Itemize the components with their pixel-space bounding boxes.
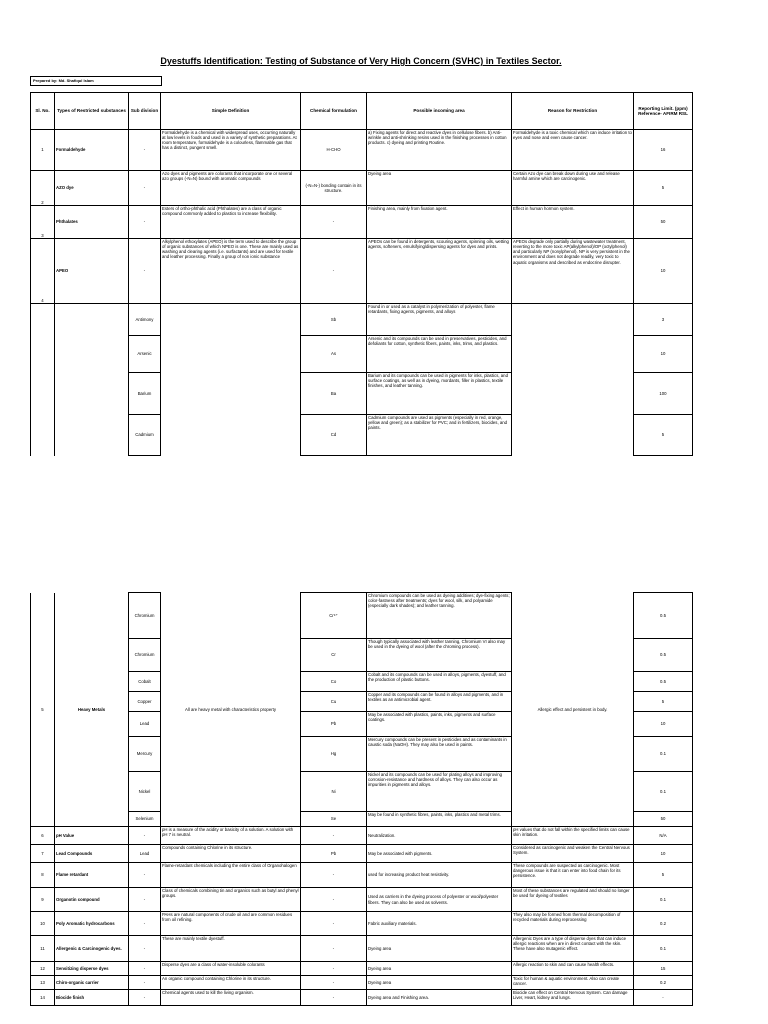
chemical-formulation: Cu: [301, 692, 367, 712]
header-types: Types of Restricted substances: [55, 93, 129, 130]
chemical-formulation: Sb: [301, 304, 367, 336]
reporting-limit: 10: [634, 845, 693, 863]
sl-number: 9: [31, 888, 55, 912]
incoming-area: Fabric auxiliary materials.: [367, 912, 512, 936]
rsl-table-page2: [30, 592, 693, 1006]
reporting-limit: 100: [634, 373, 693, 415]
header-definition: Simple Definition: [161, 93, 301, 130]
chemical-formulation: Ni: [301, 772, 367, 812]
subdivision: -: [129, 936, 161, 962]
substance-name: Phthalates: [55, 206, 129, 239]
subdivision: -: [129, 239, 161, 304]
definition: Formaldehyde is a chemical with widespread uses, occurring naturally at low levels in foods and used in a variety of synthetic preparations. At room temperature, formaldehyde is a colourless, flammable gas that has a distinct, pungent smell.: [161, 130, 301, 171]
substance-row: [31, 962, 693, 976]
definition: pH is a measure of the acidity or basicity of a solution. A solution with pH 7 is neutral.: [161, 827, 301, 845]
restriction-reason: These compounds are suspected as carcinogenic. Most dangerous issue is that it can enter into food chain for its persistence.: [512, 863, 634, 888]
chemical-formulation: Hg: [301, 737, 367, 772]
incoming-area: APEOs can be found in detergents, scouring agents, spinning oils, wetting agents, softeners, emulsifying/dispersing agents for dyes and prints.: [367, 239, 512, 304]
restriction-reason: Considered as carcinogenic and weaken the Central Nervous System.: [512, 845, 634, 863]
incoming-area: Dyeing area: [367, 962, 512, 976]
chemical-formulation: -: [301, 990, 367, 1006]
chemical-formulation: Se: [301, 812, 367, 827]
substance-row: [31, 827, 693, 845]
substance-row: [31, 239, 693, 304]
incoming-area: Though typically associated with leather tanning, Chromium VI also may be used in the dyeing of wool (after the chroming process).: [367, 639, 512, 672]
reporting-limit: 0.1: [634, 888, 693, 912]
restriction-reason: They also may be formed from thermal decomposition of recycled materials during reprocessing: [512, 912, 634, 936]
chemical-formulation: As: [301, 336, 367, 373]
definition: PAHs are natural components of crude oil and are common residues from oil refining.: [161, 912, 301, 936]
incoming-area: May be associated with pigments.: [367, 845, 512, 863]
document-title: Dyestuffs Identification: Testing of Substance of Very High Concern (SVHC) in Textiles Sector.: [160, 56, 562, 66]
incoming-area: Used as carriers in the dyeing process of polyester or wool/polyester fibers. They can also be used as solvents.: [367, 888, 512, 912]
subdivision: -: [129, 976, 161, 990]
incoming-area: Mercury compounds can be present in pesticides and as contaminants in caustic soda (NaOH). They may also be used in paints.: [367, 737, 512, 772]
chemical-formulation: -: [301, 827, 367, 845]
substance-row: [31, 888, 693, 912]
header-subdivision: Sub division: [129, 93, 161, 130]
reporting-limit: 3: [634, 304, 693, 336]
substance-row: [31, 845, 693, 863]
reporting-limit: N/A: [634, 827, 693, 845]
incoming-area: Dyeing area: [367, 936, 512, 962]
reporting-limit: 0.2: [634, 976, 693, 990]
header-reason: Reason for Restriction: [512, 93, 634, 130]
restriction-reason: Formaldehyde is a toxic chemical which can induce irritation to eyes and nose and even cause cancer.: [512, 130, 634, 171]
subdivision: -: [129, 827, 161, 845]
reporting-limit: 0.5: [634, 639, 693, 672]
restriction-reason: Most of these substances are regulated and should no longer be used for dyeing of textiles: [512, 888, 634, 912]
chemical-formulation: -: [301, 936, 367, 962]
subdivision: -: [129, 990, 161, 1006]
reporting-limit: -: [634, 990, 693, 1006]
definition-empty: [161, 304, 301, 456]
sl-number: 5: [31, 593, 55, 827]
sl-number: 10: [31, 912, 55, 936]
substance-name: Heavy Metals: [55, 593, 129, 827]
chemical-formulation: -: [301, 976, 367, 990]
incoming-area: Cobalt and its compounds can be used in alloys, pigments, dyestuff, and the production of plastic buttons.: [367, 672, 512, 692]
substance-name: Formaldehyde: [55, 130, 129, 171]
subdivision: -: [129, 888, 161, 912]
sl-number: 11: [31, 936, 55, 962]
chemical-formulation: -: [301, 239, 367, 304]
sl-number: 7: [31, 845, 55, 863]
chemical-formulation: H-CHO: [301, 130, 367, 171]
subdivision: -: [129, 863, 161, 888]
restriction-reason: Allergenic Dyes are a type of disperse dyes that can induce allergic reactions when are in direct contact with the skin. These have also mutagenic effect.: [512, 936, 634, 962]
substance-name: Poly Aromatic hydrocarbons: [55, 912, 129, 936]
incoming-area: Finishing area, mainly from fixation agent.: [367, 206, 512, 239]
subdivision: -: [129, 171, 161, 206]
chemical-formulation: (-N=N-) bonding contain in its structure.: [301, 171, 367, 206]
header-sl: Sl. No.: [31, 93, 55, 130]
substance-name: Flame retardant: [55, 863, 129, 888]
restriction-reason: Certain Azo dye can break down during use and release harmful amine which are carcinogenic.: [512, 171, 634, 206]
definition: Alkylphenol ethoxylates (APEO) is the term used to describe the group of organic substances of which NPEO is one. These are mainly used as washing and clearing agents (i.e. surfactants) and are used for textile and leather processing. Finally a group of non ionic substance: [161, 239, 301, 304]
definition: Esters of ortho-phthalic acid (Phthalates) are a class of organic compound commonly added to plastics to increase flexibility.: [161, 206, 301, 239]
metal-subdivision: Antimony: [129, 304, 161, 336]
metal-subdivision: Arsenic: [129, 336, 161, 373]
metal-subdivision: Cadmium: [129, 415, 161, 456]
chemical-formulation: Pb: [301, 712, 367, 737]
substance-name: pH Value: [55, 827, 129, 845]
restriction-reason: Toxic for human & aquatic environment. Also can create cancer.: [512, 976, 634, 990]
metal-subdivision: Selenium: [129, 812, 161, 827]
chemical-formulation: Ba: [301, 373, 367, 415]
reporting-limit: 15: [634, 962, 693, 976]
chemical-formulation: -: [301, 888, 367, 912]
substance-row: [31, 912, 693, 936]
definition: Chemical agents used to kill the living organism.: [161, 990, 301, 1006]
subdivision: -: [129, 962, 161, 976]
subdivision: -: [129, 912, 161, 936]
reporting-limit: 5: [634, 692, 693, 712]
substance-row: [31, 171, 693, 206]
metal-subdivision: Chromium: [129, 639, 161, 672]
restriction-reason: Allergic reaction to skin and can cause health effects.: [512, 962, 634, 976]
substance-row: [31, 936, 693, 962]
metal-subdivision: Chromium: [129, 593, 161, 639]
definition: An organic compound containing Chlorine in its structure.: [161, 976, 301, 990]
chemical-formulation: -: [301, 863, 367, 888]
header-chemical-formulation: Chemical formulation: [301, 93, 367, 130]
header-incoming-area: Possible incoming area: [367, 93, 512, 130]
reason-empty: [512, 304, 634, 456]
header-row: [31, 93, 693, 130]
metal-subdivision: Nickel: [129, 772, 161, 812]
restriction-reason: Effect in human hormon system.: [512, 206, 634, 239]
incoming-area: Dyeing area: [367, 976, 512, 990]
metal-subdivision: Barium: [129, 373, 161, 415]
reporting-limit: 10: [634, 239, 693, 304]
heavy-metal-row: [31, 593, 693, 639]
substance-row: [31, 130, 693, 171]
sl-number: 12: [31, 962, 55, 976]
incoming-area: Dyeing area and Finishing area.: [367, 990, 512, 1006]
reporting-limit: 0.1: [634, 737, 693, 772]
reporting-limit: 5: [634, 863, 693, 888]
restriction-reason: Allergic effect and persistent in body.: [512, 593, 634, 827]
subdivision: -: [129, 206, 161, 239]
metal-subdivision: Mercury: [129, 737, 161, 772]
incoming-area: Dyeing area: [367, 171, 512, 206]
substance-name: APEO: [55, 239, 129, 304]
incoming-area: Arsenic and its compounds can be used in preservatives, pesticides, and defoliants for cotton, synthetic fibers, paints, inks, trims, and plastics.: [367, 336, 512, 373]
header-reporting-limit: Reporting Limit. (ppm) Reference- AFIRM RSL: [634, 93, 693, 130]
sl-number-empty: [31, 304, 55, 456]
incoming-area: Cadmium compounds are used as pigments (especially in red, orange, yellow and green); as a stabilizer for PVC; and in fertilizers, biocides, and paints.: [367, 415, 512, 456]
restriction-reason: pH values that do not fall within the specified limits can cause skin irritation.: [512, 827, 634, 845]
sl-number: 13: [31, 976, 55, 990]
definition: All are heavy metal with characteristics property: [161, 593, 301, 827]
reporting-limit: 50: [634, 812, 693, 827]
substance-row: [31, 990, 693, 1006]
sl-number: 1: [31, 130, 55, 171]
restriction-reason: Biocide can effect on Central Nervous System. Can damage Liver, Heart, kidney and lungs.: [512, 990, 634, 1006]
reporting-limit: 5: [634, 171, 693, 206]
substance-name: Allergenic & Carcinogenic dyes.: [55, 936, 129, 962]
substance-name: Lead Compounds: [55, 845, 129, 863]
incoming-area: May be associated with plastics, paints, inks, pigments and surface coatings.: [367, 712, 512, 737]
incoming-area: Nickel and its compounds can be used for plating alloys and improving corrosion-resistance and hardness of alloys. They can also occur as impurities in pigments and alloys.: [367, 772, 512, 812]
definition: Class of chemicals combining tin and organics such as butyl and phenyl groups.: [161, 888, 301, 912]
reporting-limit: 0.5: [634, 593, 693, 639]
reporting-limit: 5: [634, 415, 693, 456]
incoming-area: Barium and its compounds can be used in pigments for inks, plastics, and surface coatings, as well as in dyeing, mordants, filler in plastics, textile finishes, and leather tanning.: [367, 373, 512, 415]
incoming-area: May be found in synthetic fibres, paints, inks, plastics and metal trims.: [367, 812, 512, 827]
reporting-limit: 0.1: [634, 772, 693, 812]
reporting-limit: 10: [634, 712, 693, 737]
sl-number: 14: [31, 990, 55, 1006]
incoming-area: used for increasing product heat resistivity.: [367, 863, 512, 888]
rsl-table-page1: [30, 92, 693, 456]
chemical-formulation: Cr⁶⁺: [301, 593, 367, 639]
chemical-formulation: Cr: [301, 639, 367, 672]
chemical-formulation: -: [301, 912, 367, 936]
incoming-area: Copper and its compounds can be found in alloys and pigments, and in textiles as an antimicrobial agent.: [367, 692, 512, 712]
definition: Compounds containing Chlorine in its structure.: [161, 845, 301, 863]
substance-row: [31, 863, 693, 888]
chemical-formulation: -: [301, 206, 367, 239]
metal-subdivision: Copper: [129, 692, 161, 712]
reporting-limit: 16: [634, 130, 693, 171]
substance-name: Organotin compound: [55, 888, 129, 912]
sl-number: 8: [31, 863, 55, 888]
definition: Flame-retardant chemicals including the entire class of Organohalogen: [161, 863, 301, 888]
metal-subdivision: Lead: [129, 712, 161, 737]
reporting-limit: 0.5: [634, 672, 693, 692]
chemical-formulation: Pb: [301, 845, 367, 863]
sl-number: 2: [31, 171, 55, 206]
substance-name: Chiro-organic carrier: [55, 976, 129, 990]
sl-number: 4: [31, 239, 55, 304]
substance-name: Biocide finish: [55, 990, 129, 1006]
reporting-limit: 10: [634, 336, 693, 373]
substance-name-empty: [55, 304, 129, 456]
sl-number: 3: [31, 206, 55, 239]
subdivision: -: [129, 130, 161, 171]
definition: These are mainly textile dyestuff.: [161, 936, 301, 962]
metal-row: [31, 304, 693, 336]
incoming-area: Neutralization.: [367, 827, 512, 845]
restriction-reason: APEOs degrade only partially during wastewater treatment, reverting to the more toxic AP(alkylphenol)/OP (octylphenol) and particularly NP (nonylphenol). NP is very persistent in the environment and does not degrade readily, very toxic to aquatic organisms and described as endocrine disrupter.: [512, 239, 634, 304]
substance-name: Sensitizing disperse dyes: [55, 962, 129, 976]
incoming-area: Found in or used as a catalyst in polymerization of polyester, flame retardants, fixing agents, pigments, and alloys: [367, 304, 512, 336]
reporting-limit: 0.1: [634, 936, 693, 962]
substance-row: [31, 206, 693, 239]
chemical-formulation: Co: [301, 672, 367, 692]
chemical-formulation: Cd: [301, 415, 367, 456]
incoming-area: Chromium compounds can be used as dyeing additives; dye-fixing agents; color-fastness after treatments; dyes for wool, silk, and polyamide (especially dark shades); and leather tanning.: [367, 593, 512, 639]
sl-number: 6: [31, 827, 55, 845]
reporting-limit: 50: [634, 206, 693, 239]
prepared-by: Prepared by: Md. Shafiqul Islam: [30, 76, 162, 86]
incoming-area: a) Fixing agents for direct and reactive dyes in cellulose fibers. b) Anti-wrinkle and anti-shrinking resins used in the finishing processes in cotton products. c) dyeing and printing Routine.: [367, 130, 512, 171]
definition: Disperse dyes are a class of water-insoluble colorants: [161, 962, 301, 976]
subdivision: Lead: [129, 845, 161, 863]
substance-row: [31, 976, 693, 990]
substance-name: AZO dye: [55, 171, 129, 206]
chemical-formulation: -: [301, 962, 367, 976]
reporting-limit: 0.2: [634, 912, 693, 936]
definition: Azo dyes and pigments are colorants that incorporate one or several azo groups (-N=N) bound with aromatic compounds: [161, 171, 301, 206]
metal-subdivision: Cobalt: [129, 672, 161, 692]
